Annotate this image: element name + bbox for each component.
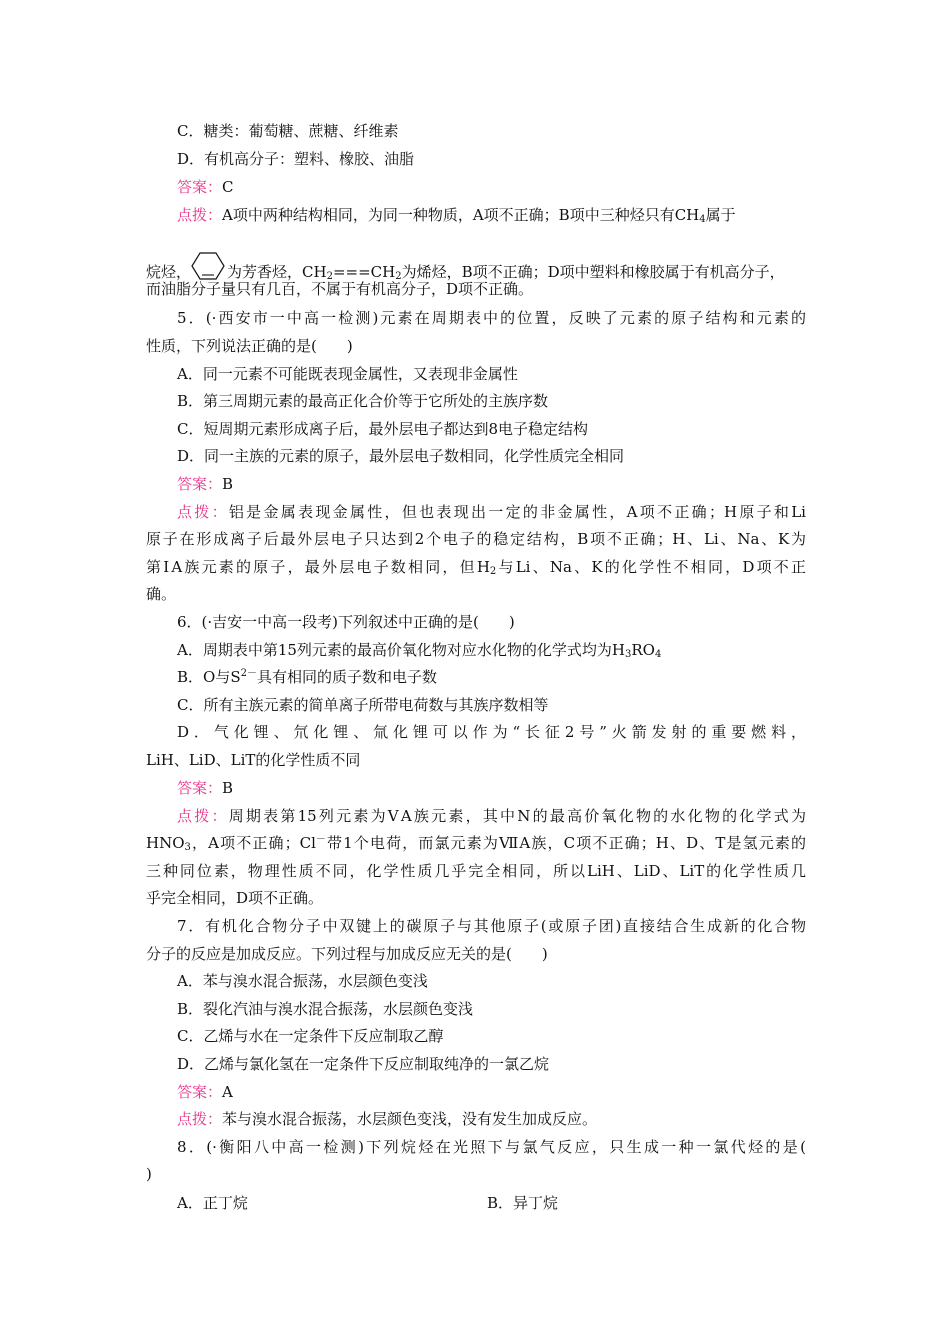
answer-label: 答案： [177,779,223,797]
option-b-q7: B．裂化汽油与溴水混合振荡，水层颜色变浅 [177,1000,474,1018]
hint-label: 点拨： [177,206,223,224]
answer-value: B [222,779,234,797]
option-b-q6: B．O与$S^{2-}$具有相同的质子数和电子数 [177,668,437,686]
question-7-stem: 7．有机化合物分子中双键上的碳原子与其他原子(或原子团)直接结合生成新的化合物 [177,917,806,935]
option-a-q6: A．周期表中第15列元素的最高价氧化物对应水化物的化学式均为$H_3RO_4$ [177,641,662,660]
hint-q5-line4: 确。 [146,585,177,603]
option-a-q8: A．正丁烷 [177,1194,248,1212]
hint-q4-line1: 点拨：A项中两种结构相同，为同一种物质，A项不正确；B项中三种烃只有$CH_4$属于 [177,206,736,225]
option-c-q7: C．乙烯与水在一定条件下反应制取乙醇 [177,1027,444,1045]
question-5-stem-cont: 性质，下列说法正确的是( ) [146,337,353,355]
answer-q4 [177,177,806,199]
question-5-stem: 5．(·西安市一中高一检测)元素在周期表中的位置，反映了元素的原子结构和元素的 [177,309,806,327]
answer-label: 答案： [177,178,223,196]
option-c-q4: C．糖类：葡萄糖、蔗糖、纤维素 [177,122,399,140]
benzene-ring-icon [191,251,225,281]
hint-q5-line2: 原子在形成离子后最外层电子只达到2个电子的稳定结构，B项不正确；H、Li、Na、K为 [146,530,806,548]
option-a-q5: A．同一元素不可能既表现金属性，又表现非金属性 [177,365,518,383]
hint-q6-line3: 三种同位素，物理性质不同，化学性质几乎完全相同，所以LiH、LiD、LiT的化学性质几 [146,862,806,880]
answer-value: B [222,475,234,493]
hint-q4-line3: 而油脂分子量只有几百，不属于有机高分子，D项不正确。 [146,280,534,298]
question-8-stem-cont: ) [146,1165,152,1183]
option-a-q7: A．苯与溴水混合振荡，水层颜色变浅 [177,972,428,990]
hint-label: 点拨： [177,503,229,521]
hint-q4-line2: 烷烃， 为芳香烃，$CH_2===CH_2$为烯烃，B项不正确；D项中塑料和橡胶属于有机高分子， [146,251,806,273]
answer-value: A [222,1083,233,1101]
hint-label: 点拨： [177,807,229,825]
option-c-q6: C．所有主族元素的简单离子所带电荷数与其族序数相等 [177,696,549,714]
question-6-stem: 6．(·吉安一中高一段考)下列叙述中正确的是( ) [177,613,515,631]
hint-label: 点拨： [177,1110,223,1128]
answer-label: 答案： [177,475,223,493]
hint-q5-line3: 第ⅠA族元素的原子，最外层电子数相同，但$H_2$与Li、Na、K的化学性不相同，D项不正 [146,558,806,577]
option-d-q6-cont: LiH、LiD、LiT的化学性质不同 [146,751,361,769]
options-row-q8 [177,1193,806,1215]
hint-q6-line1: 点拨：周期表第15列元素为ⅤA族元素，其中N的最高价氧化物的水化物的化学式为 [177,807,806,825]
option-b-q5: B．第三周期元素的最高正化合价等于它所处的主族序数 [177,392,549,410]
option-d-q6: D．气化锂、氘化锂、氚化锂可以作为“长征2号”火箭发射的重要燃料， [177,723,806,741]
option-d-q7: D．乙烯与氯化氢在一定条件下反应制取纯净的一氯乙烷 [177,1055,550,1073]
answer-q6 [177,778,806,800]
hint-q7-line1: 点拨：苯与溴水混合振荡，水层颜色变浅，没有发生加成反应。 [177,1110,598,1128]
answer-q5 [177,474,806,496]
answer-label: 答案： [177,1083,223,1101]
hint-q6-line2: $HNO_3$，A项不正确；Cl－带1个电荷，而氯元素为ⅦA族，C项不正确；H、D、T是氢元素的 [146,834,807,853]
option-d-q4: D．有机高分子：塑料、橡胶、油脂 [177,150,415,168]
question-7-stem-cont: 分子的反应是加成反应。下列过程与加成反应无关的是( ) [146,945,548,963]
hint-q6-line4: 乎完全相同，D项不正确。 [146,889,324,907]
question-8-stem: 8．(·衡阳八中高一检测)下列烷烃在光照下与氯气反应，只生成一种一氯代烃的是( [177,1138,806,1156]
option-b-q8: B．异丁烷 [487,1194,559,1212]
answer-value: C [222,178,234,196]
option-c-q5: C．短周期元素形成离子后，最外层电子都达到8电子稳定结构 [177,420,589,438]
option-d-q5: D．同一主族的元素的原子，最外层电子数相同，化学性质完全相同 [177,447,625,465]
answer-q7 [177,1082,806,1104]
hint-q5-line1: 点拨：铝是金属表现金属性，但也表现出一定的非金属性，A项不正确；H原子和Li [177,503,806,521]
